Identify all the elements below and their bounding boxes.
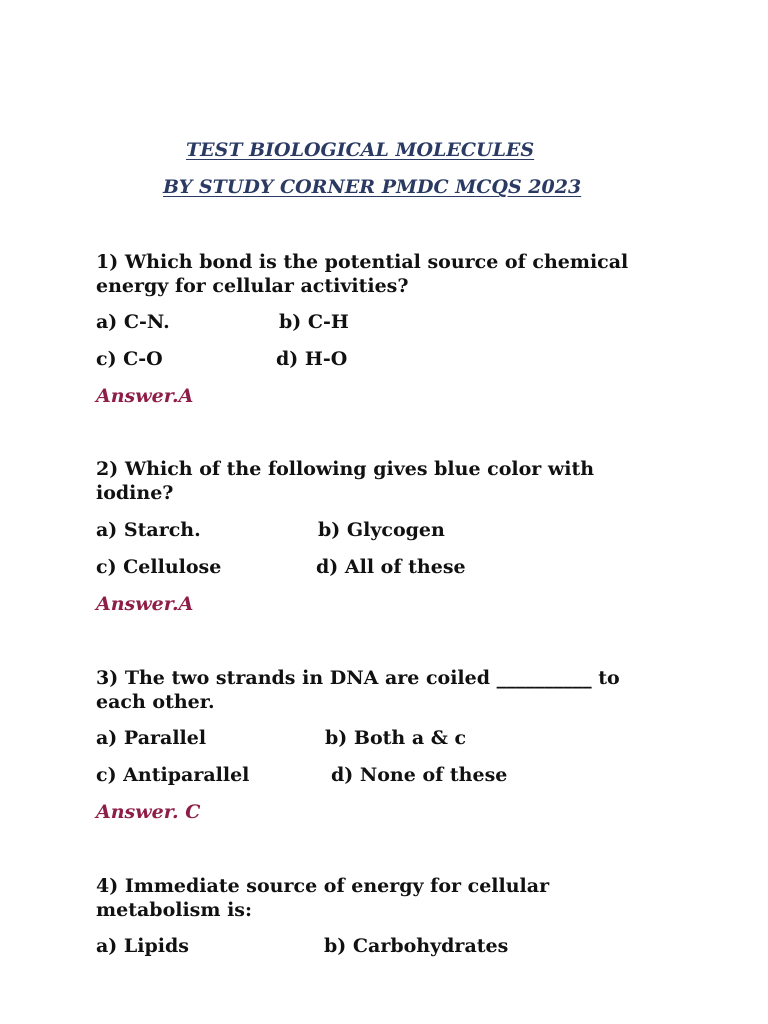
question-text: 3) The two strands in DNA are coiled __________ to each other. bbox=[96, 667, 620, 713]
answer-text: Answer. C bbox=[96, 801, 201, 823]
option-c: c) C-O bbox=[96, 348, 163, 370]
option-c: c) Antiparallel bbox=[96, 764, 250, 786]
option-b: b) Glycogen bbox=[318, 519, 445, 541]
page-subtitle: BY STUDY CORNER PMDC MCQS 2023 bbox=[163, 176, 582, 198]
page-title: TEST BIOLOGICAL MOLECULES bbox=[186, 139, 535, 161]
option-a: a) C-N. bbox=[96, 311, 170, 333]
question-text: 1) Which bond is the potential source of chemical energy for cellular activities? bbox=[96, 251, 629, 297]
option-a: a) Starch. bbox=[96, 519, 201, 541]
question-text: 2) Which of the following gives blue color with iodine? bbox=[96, 458, 595, 504]
option-d: d) H-O bbox=[276, 348, 348, 370]
option-d: d) All of these bbox=[316, 556, 466, 578]
answer-text: Answer.A bbox=[96, 593, 194, 615]
option-d: d) None of these bbox=[331, 764, 508, 786]
option-b: b) Carbohydrates bbox=[324, 935, 509, 957]
question-text: 4) Immediate source of energy for cellular metabolism is: bbox=[96, 875, 550, 921]
answer-text: Answer.A bbox=[96, 385, 194, 407]
option-b: b) C-H bbox=[279, 311, 349, 333]
option-b: b) Both a & c bbox=[325, 727, 467, 749]
option-a: a) Parallel bbox=[96, 727, 207, 749]
option-a: a) Lipids bbox=[96, 935, 189, 957]
option-c: c) Cellulose bbox=[96, 556, 222, 578]
